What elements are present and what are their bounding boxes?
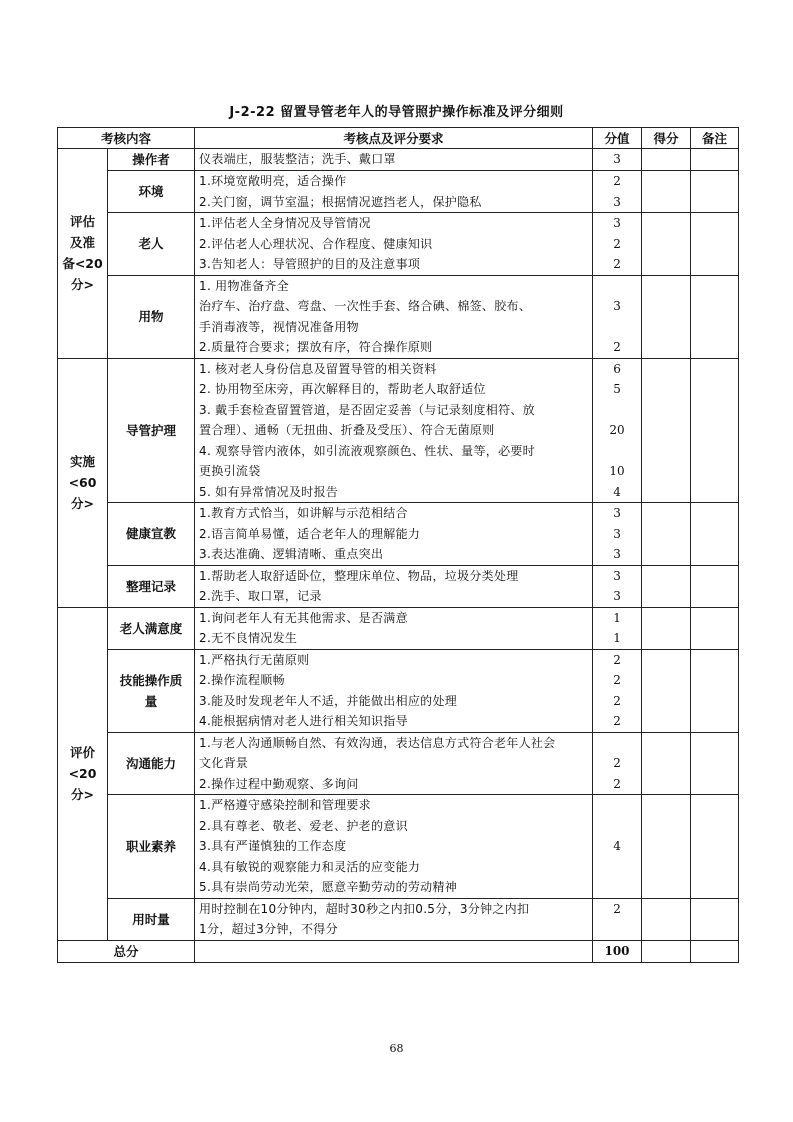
item-row	[58, 358, 739, 503]
item-name: 操作者	[108, 149, 195, 171]
header-remark: 备注	[691, 128, 739, 149]
requirement-line: 3. 戴手套检查留置管道，是否固定妥善（与记录刻度相符、放	[199, 402, 535, 417]
item-row	[58, 565, 739, 607]
score-value: 6	[613, 361, 621, 376]
item-requirements	[195, 213, 593, 276]
item-requirements	[195, 503, 593, 566]
score-value: 2	[613, 340, 621, 354]
requirement-line: 2.洗手、取口罩，记录	[199, 589, 322, 603]
got-score-cell	[642, 607, 691, 649]
header-requirements: 考核点及评分要求	[195, 128, 593, 149]
item-row	[58, 503, 739, 566]
item-scores	[593, 358, 642, 503]
requirement-line: 2. 协用物至床旁，再次解释目的，帮助老人取舒适位	[199, 382, 486, 396]
item-name: 环境	[108, 171, 195, 213]
requirement-line: 2.语言简单易懂，适合老年人的理解能力	[199, 526, 421, 541]
got-score-cell	[642, 565, 691, 607]
item-name: 职业素养	[108, 795, 195, 899]
requirement-line: 1.帮助老人取舒适卧位，整理床单位、物品，垃圾分类处理	[199, 568, 519, 583]
section-label: 评价 <20 分>	[58, 607, 108, 940]
requirement-line: 2.关门窗，调节室温；根据情况遮挡老人，保护隐私	[199, 194, 482, 209]
score-value: 2	[613, 174, 621, 188]
score-value	[593, 919, 641, 940]
page-title: J-2-22 留置导管老年人的导管照护操作标准及评分细则	[229, 105, 564, 120]
item-row	[58, 795, 739, 899]
requirement-line: 1.询问老年人有无其他需求、是否满意	[199, 610, 408, 625]
item-row	[58, 171, 739, 213]
score-value: 3	[613, 152, 621, 167]
score-value: 2	[613, 693, 621, 708]
remark-cell	[691, 358, 739, 503]
requirement-line: 2.无不良情况发生	[199, 631, 298, 645]
item-scores	[593, 275, 642, 358]
item-scores	[593, 149, 642, 171]
got-score-cell	[642, 732, 691, 795]
got-score-cell	[642, 275, 691, 358]
item-name: 健康宣教	[108, 503, 195, 566]
section-label: 实施 <60 分>	[58, 358, 108, 607]
requirement-line: 3.能及时发现老年人不适，并能做出相应的处理	[199, 693, 458, 708]
scoring-table-body	[58, 128, 739, 963]
score-value: 4	[613, 484, 621, 499]
header-score: 分值	[593, 128, 642, 149]
requirement-line: 1.严格遵守感染控制和管理要求	[199, 798, 371, 812]
requirement-line: 手消毒液等，视情况准备用物	[199, 319, 359, 334]
got-score-cell	[642, 358, 691, 503]
score-value: 1	[613, 631, 621, 645]
item-name: 技能操作质 量	[108, 649, 195, 732]
requirement-line: 3.表达准确、逻辑清晰、重点突出	[199, 547, 384, 561]
item-scores	[593, 607, 642, 649]
requirement-line: 5.具有崇尚劳动光荣，愿意辛勤劳动的劳动精神	[199, 880, 458, 894]
got-score-cell	[642, 503, 691, 566]
score-value	[593, 441, 641, 462]
total-row	[58, 940, 739, 962]
item-scores	[593, 732, 642, 795]
item-row	[58, 607, 739, 649]
requirement-line: 1.与老人沟通顺畅自然、有效沟通，表达信息方式符合老年人社会	[199, 735, 556, 750]
scoring-table	[57, 127, 739, 963]
requirement-line: 5. 如有异常情况及时报告	[199, 484, 339, 499]
requirement-line: 1.严格执行无菌原则	[199, 652, 310, 667]
score-value: 5	[613, 382, 621, 396]
requirement-line: 3.具有严谨慎独的工作态度	[199, 839, 347, 853]
remark-cell	[691, 795, 739, 899]
score-value: 3	[613, 194, 621, 209]
score-value: 10	[609, 464, 625, 478]
item-requirements	[195, 149, 593, 171]
score-value: 3	[613, 589, 621, 603]
header-got: 得分	[642, 128, 691, 149]
item-row	[58, 649, 739, 732]
score-value: 2	[613, 652, 621, 667]
score-value: 2	[613, 714, 621, 728]
item-requirements	[195, 358, 593, 503]
item-scores	[593, 898, 642, 940]
item-scores	[593, 171, 642, 213]
score-value: 3	[613, 216, 621, 230]
total-value: 100	[593, 940, 642, 962]
item-requirements	[195, 565, 593, 607]
score-value: 1	[613, 610, 621, 625]
item-requirements	[195, 171, 593, 213]
item-scores	[593, 213, 642, 276]
header-row	[58, 128, 739, 149]
item-requirements	[195, 732, 593, 795]
requirement-line: 治疗车、治疗盘、弯盘、一次性手套、络合碘、棉签、胶布、	[199, 299, 532, 313]
requirement-line: 更换引流袋	[199, 464, 261, 478]
score-value: 3	[613, 568, 621, 583]
remark-cell	[691, 607, 739, 649]
requirement-line: 1分，超过3分钟，不得分	[199, 922, 338, 936]
item-name: 导管护理	[108, 358, 195, 503]
total-remark-cell	[691, 940, 739, 962]
requirement-line: 2.评估老人心理状况、合作程度、健康知识	[199, 236, 433, 251]
score-value: 2	[613, 756, 621, 770]
item-scores	[593, 795, 642, 899]
item-row	[58, 213, 739, 276]
requirement-line: 置合理）、通畅（无扭曲、折叠及受压）、符合无菌原则	[199, 423, 495, 437]
requirement-line: 2.质量符合要求；摆放有序，符合操作原则	[199, 340, 433, 354]
item-scores	[593, 503, 642, 566]
requirement-line: 用时控制在10分钟内，超时30秒之内扣0.5分，3分钟之内扣	[199, 901, 530, 916]
score-value: 2	[613, 257, 621, 271]
item-name: 老人满意度	[108, 607, 195, 649]
item-requirements	[195, 898, 593, 940]
remark-cell	[691, 171, 739, 213]
score-value: 3	[613, 526, 621, 541]
score-value	[593, 795, 641, 816]
total-got-cell	[642, 940, 691, 962]
total-label: 总分	[58, 940, 195, 962]
item-name: 老人	[108, 213, 195, 276]
score-value: 2	[613, 236, 621, 251]
got-score-cell	[642, 171, 691, 213]
got-score-cell	[642, 649, 691, 732]
requirement-line: 4.能根据病情对老人进行相关知识指导	[199, 714, 408, 728]
item-row	[58, 898, 739, 940]
requirement-line: 1.评估老人全身情况及导管情况	[199, 216, 371, 230]
requirement-line: 2.操作过程中勤观察、多询问	[199, 776, 359, 791]
score-value	[593, 857, 641, 878]
score-value: 20	[609, 423, 625, 437]
score-value	[593, 400, 641, 421]
score-value	[593, 276, 641, 297]
item-row	[58, 149, 739, 171]
item-requirements	[195, 275, 593, 358]
score-value	[593, 317, 641, 338]
item-name: 用物	[108, 275, 195, 358]
item-requirements	[195, 795, 593, 899]
item-requirements	[195, 649, 593, 732]
got-score-cell	[642, 149, 691, 171]
got-score-cell	[642, 795, 691, 899]
total-requirements-cell	[195, 940, 593, 962]
remark-cell	[691, 732, 739, 795]
item-row	[58, 275, 739, 358]
page-number: 68	[389, 1042, 404, 1055]
remark-cell	[691, 275, 739, 358]
remark-cell	[691, 898, 739, 940]
item-name: 用时量	[108, 898, 195, 940]
requirement-line: 2.具有尊老、敬老、爱老、护老的意识	[199, 818, 408, 833]
item-name: 整理记录	[108, 565, 195, 607]
score-value: 3	[613, 547, 621, 561]
score-value: 2	[613, 776, 621, 791]
item-name: 沟通能力	[108, 732, 195, 795]
requirement-line: 文化背景	[199, 756, 249, 770]
remark-cell	[691, 149, 739, 171]
remark-cell	[691, 213, 739, 276]
score-value: 3	[613, 506, 621, 520]
remark-cell	[691, 649, 739, 732]
item-scores	[593, 565, 642, 607]
score-value	[593, 877, 641, 898]
requirement-line: 4.具有敏锐的观察能力和灵活的应变能力	[199, 859, 421, 874]
requirement-line: 4. 观察导管内液体，如引流液观察颜色、性状、量等，必要时	[199, 443, 535, 458]
score-value: 2	[613, 901, 621, 916]
requirement-line: 2.操作流程顺畅	[199, 673, 285, 687]
got-score-cell	[642, 898, 691, 940]
score-value: 2	[613, 673, 621, 687]
score-value	[593, 733, 641, 754]
score-value: 4	[613, 839, 621, 853]
score-value	[593, 816, 641, 837]
got-score-cell	[642, 213, 691, 276]
item-scores	[593, 649, 642, 732]
requirement-line: 仪表端庄，服装整洁；洗手、戴口罩	[199, 152, 396, 167]
remark-cell	[691, 565, 739, 607]
remark-cell	[691, 503, 739, 566]
section-label: 评估 及准 备<20 分>	[58, 149, 108, 359]
requirement-line: 3.告知老人：导管照护的目的及注意事项	[199, 257, 421, 271]
score-value: 3	[613, 299, 621, 313]
requirement-line: 1.教育方式恰当，如讲解与示范相结合	[199, 506, 408, 520]
requirement-line: 1.环境宽敞明亮，适合操作	[199, 174, 347, 188]
item-requirements	[195, 607, 593, 649]
item-row	[58, 732, 739, 795]
requirement-line: 1. 核对老人身份信息及留置导管的相关资料	[199, 361, 437, 376]
requirement-line: 1. 用物准备齐全	[199, 278, 289, 293]
header-content: 考核内容	[58, 128, 195, 149]
